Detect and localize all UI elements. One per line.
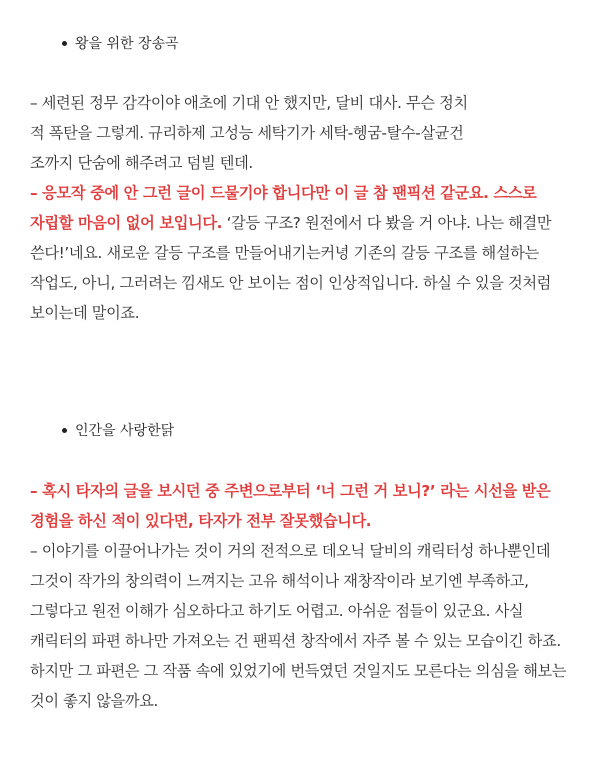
review-line-3: 조까지 단숨에 해주려고 덤빌 텐데. [30,154,253,172]
bullet-icon [62,428,67,433]
review-text-1: ‘갈등 구조? 원전에서 다 봤을 거 아냐. 나는 해결만 쓴다!’네요. 새로운 갈등 구조를 만들어내기는커녕 기존의 갈등 구조를 해설하는 작업도, 아니, 그러려는 낌새도 안 보이는 점이 인상적입니다. 하실 수 있을 것처럼 보이는데 말이죠. [30,214,552,322]
review-line-1: – 세련된 정무 감각이야 애초에 기대 안 했지만, 달비 대사. 무슨 정치 [30,94,468,112]
section-title-2: 인간을 사랑한닭 [75,423,175,439]
review-paragraph-2 [30,476,578,716]
bullet-icon [62,41,67,46]
section-heading-2 [62,420,174,440]
section-title-1: 왕을 위한 장송곡 [75,36,179,52]
review-text-2: – 이야기를 이끌어나가는 것이 거의 전적으로 데오닉 달비의 캐릭터성 하나뿐인데 그것이 작가의 창의력이 느껴지는 고유 해석이나 재창작이라 보기엔 부족하고, 그렇다고 원전 이해가 심오하다고 하기도 어렵고. 아쉬운 점들이 있군요. 사실 캐릭터의 파편 하나만 가져오는 건 팬픽션 창작에서 자주 볼 수 있는 모습이긴 하죠. 하지만 그 파편은 그 작품 속에 있었기에 번득였던 것일지도 모른다는 의심을 해보는 것이 좋지 않을까요. [30,542,567,710]
review-line-2: 적 폭탄을 그렇게. 규리하제 고성능 세탁기가 세탁-헹굼-탈수-살균건 [30,124,464,142]
review-paragraph-1 [30,88,578,328]
review-highlight-1: – 응모작 중에 안 그런 글이 드물기야 합니다만 이 글 참 팬픽션 같군요. 스스로 자립할 마음이 없어 보입니다. [30,184,537,232]
section-heading-1 [62,33,179,53]
review-highlight-2: – 혹시 타자의 글을 보시던 중 주변으로부터 ‘너 그런 거 보니?’ 라는 시선을 받은 경험을 하신 적이 있다면, 타자가 전부 잘못했습니다. [30,482,551,530]
